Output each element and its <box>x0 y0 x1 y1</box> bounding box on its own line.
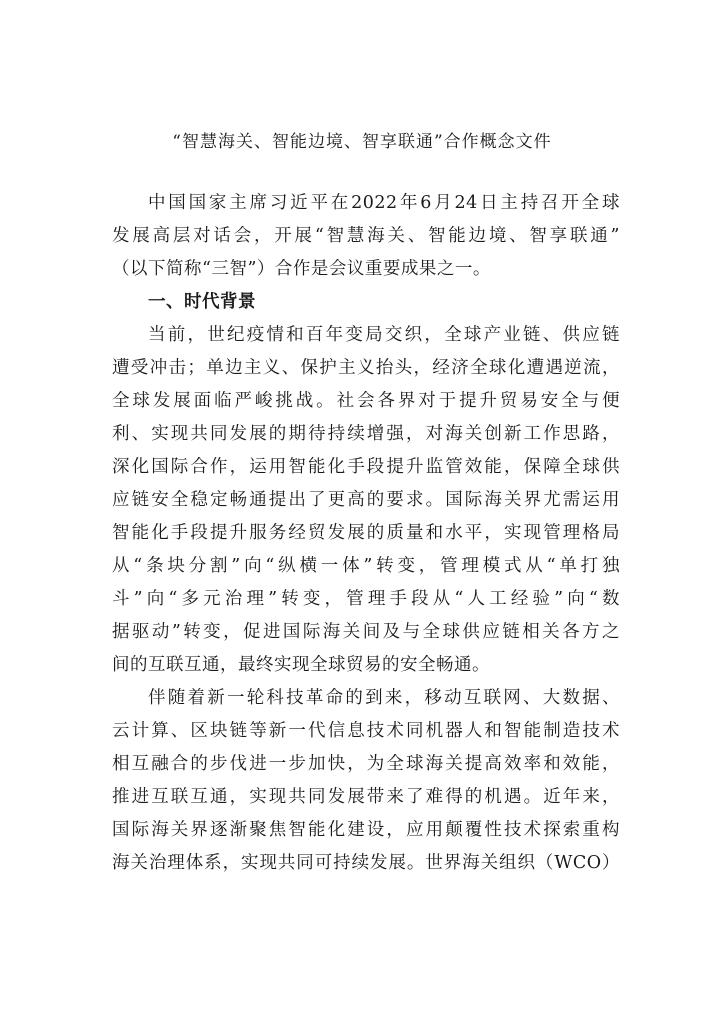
paragraph-2-line-3: 全球发展面临严峻挑战。社会各界对于提升贸易安全与便 <box>112 391 620 411</box>
paragraph-2-line-5: 深化国际合作，运用智能化手段提升监管效能，保障全球供 <box>112 457 620 477</box>
paragraph-2-line-2: 遭受冲击；单边主义、保护主义抬头，经济全球化遭遇逆流， <box>112 358 620 378</box>
section-heading: 一、时代背景 <box>148 292 256 312</box>
paragraph-1-line-1: 中国国家主席习近平在2022年6月24日主持召开全球 <box>148 193 620 213</box>
paragraph-2-line-11: 间的互联互通，最终实现全球贸易的安全畅通。 <box>112 655 490 675</box>
paragraph-3-line-6: 海关治理体系，实现共同可持续发展。世界海关组织（WCO） <box>112 853 620 873</box>
paragraph-2-line-6: 应链安全稳定畅通提出了更高的要求。国际海关界尤需运用 <box>112 490 620 510</box>
paragraph-2-line-9: 斗”向“多元治理”转变，管理手段从“人工经验”向“数 <box>112 589 620 609</box>
paragraph-3-line-2: 云计算、区块链等新一代信息技术同机器人和智能制造技术 <box>112 721 620 741</box>
paragraph-2-line-8: 从“条块分割”向“纵横一体”转变，管理模式从“单打独 <box>112 556 620 576</box>
document-body <box>112 187 620 880</box>
document-title: “智慧海关、智能边境、智享联通”合作概念文件 <box>172 132 552 152</box>
paragraph-3-line-1: 伴随着新一轮科技革命的到来，移动互联网、大数据、 <box>148 688 620 708</box>
paragraph-2-line-4: 利、实现共同发展的期待持续增强，对海关创新工作思路， <box>112 424 620 444</box>
paragraph-3-line-4: 推进互联互通，实现共同发展带来了难得的机遇。近年来， <box>112 787 620 807</box>
paragraph-3-line-3: 相互融合的步伐进一步加快，为全球海关提高效率和效能， <box>112 754 620 774</box>
paragraph-1-line-2: 发展高层对话会，开展“智慧海关、智能边境、智享联通” <box>112 226 620 246</box>
paragraph-2-line-10: 据驱动”转变，促进国际海关间及与全球供应链相关各方之 <box>112 622 620 642</box>
paragraph-2-line-7: 智能化手段提升服务经贸发展的质量和水平，实现管理格局 <box>112 523 620 543</box>
paragraph-1-line-3: （以下简称“三智”）合作是会议重要成果之一。 <box>112 259 491 279</box>
paragraph-2-line-1: 当前，世纪疫情和百年变局交织，全球产业链、供应链 <box>148 325 620 345</box>
paragraph-3-line-5: 国际海关界逐渐聚焦智能化建设，应用颠覆性技术探索重构 <box>112 820 620 840</box>
